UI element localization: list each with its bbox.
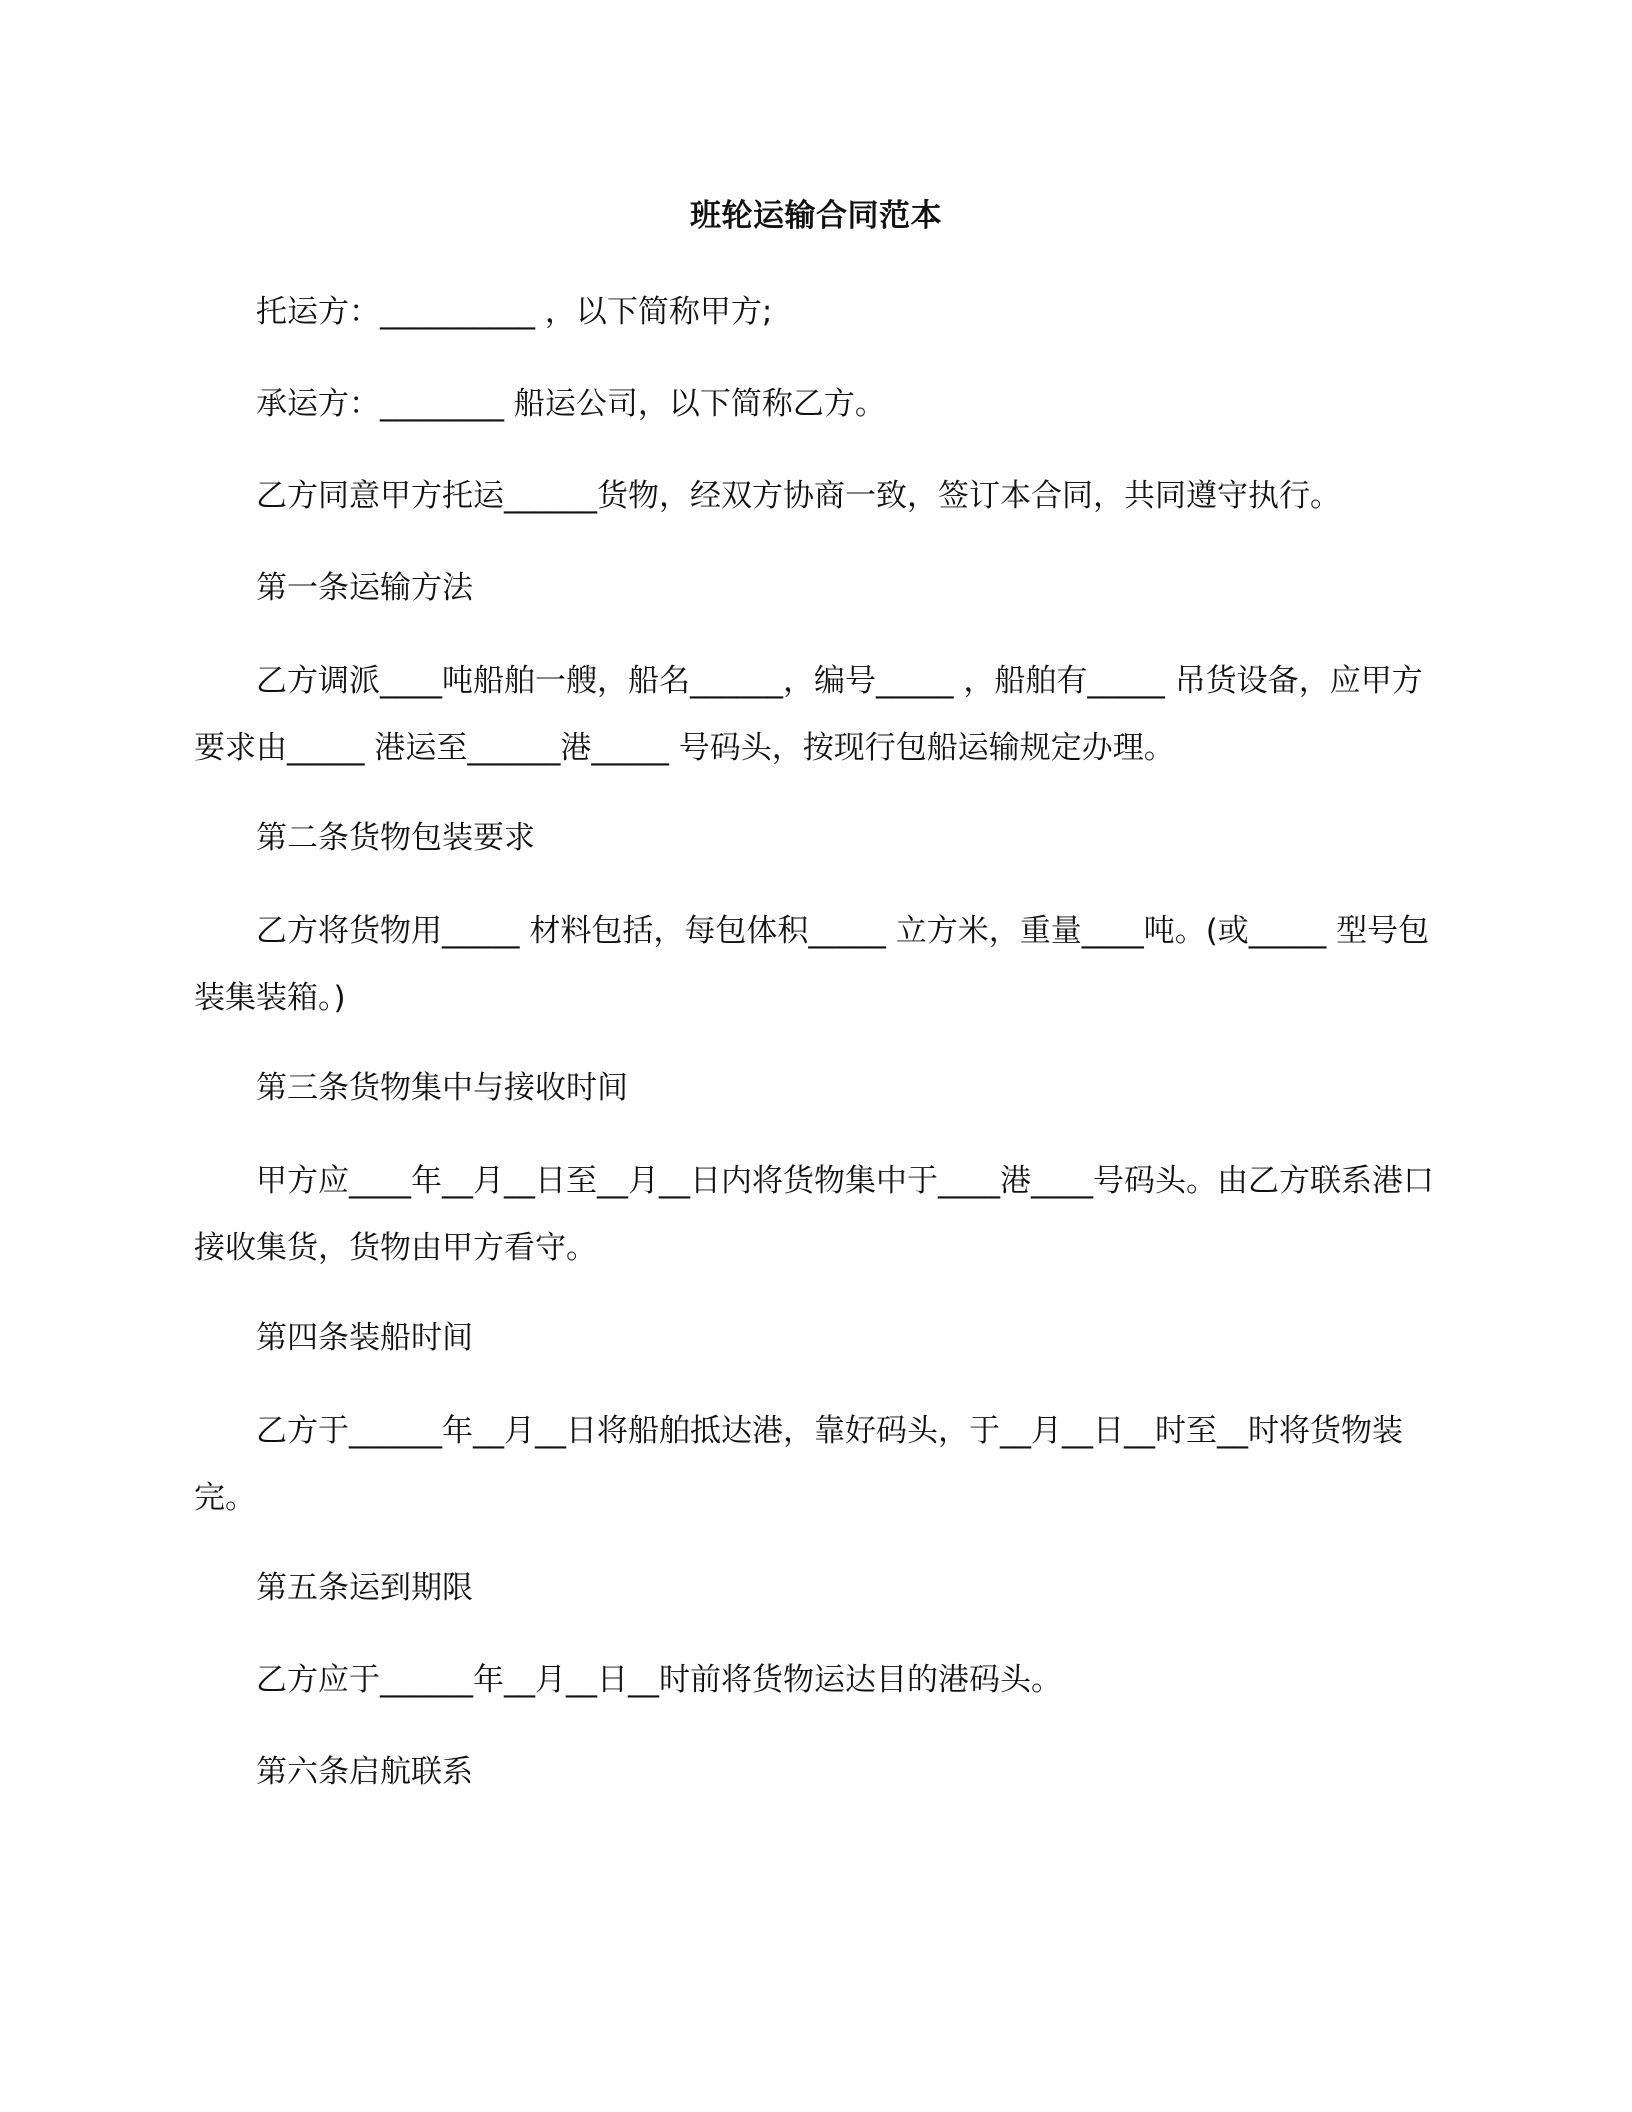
article5-body: 乙方应于______年__月__日__时前将货物运达目的港码头。 (256, 1662, 1062, 1698)
article2-heading: 第二条货物包装要求 (256, 820, 535, 856)
article1-heading: 第一条运输方法 (256, 570, 473, 606)
article4-body: 乙方于______年__月__日将船舶抵达港，靠好码头，于__月__日__时至__时将货物装完。 (194, 1413, 1403, 1516)
shipper-line: 托运方：__________ ，以下简称甲方; (256, 294, 773, 330)
article1-body: 乙方调派____吨船舶一艘，船名______，编号_____ ，船舶有_____ 吊货设备，应甲方要求由_____ 港运至______港_____ 号码头，按现行包船运输规定办理。 (194, 663, 1423, 766)
article2-body: 乙方将货物用_____ 材料包括，每包体积_____ 立方米，重量____吨。(或_____ 型号包装集装箱。) (194, 913, 1430, 1016)
article3-body: 甲方应____年__月__日至__月__日内将货物集中于____港____号码头。由乙方联系港口接收集货，货物由甲方看守。 (194, 1163, 1434, 1266)
intro-paragraph: 乙方同意甲方托运______货物，经双方协商一致，签订本合同，共同遵守执行。 (256, 478, 1341, 514)
carrier-line: 承运方：________ 船运公司，以下简称乙方。 (256, 386, 886, 422)
article4-heading: 第四条装船时间 (256, 1320, 473, 1356)
article6-heading: 第六条启航联系 (256, 1754, 473, 1790)
article5-heading: 第五条运到期限 (256, 1570, 473, 1606)
document-title: 班轮运输合同范本 (690, 198, 942, 234)
article3-heading: 第三条货物集中与接收时间 (256, 1070, 628, 1106)
